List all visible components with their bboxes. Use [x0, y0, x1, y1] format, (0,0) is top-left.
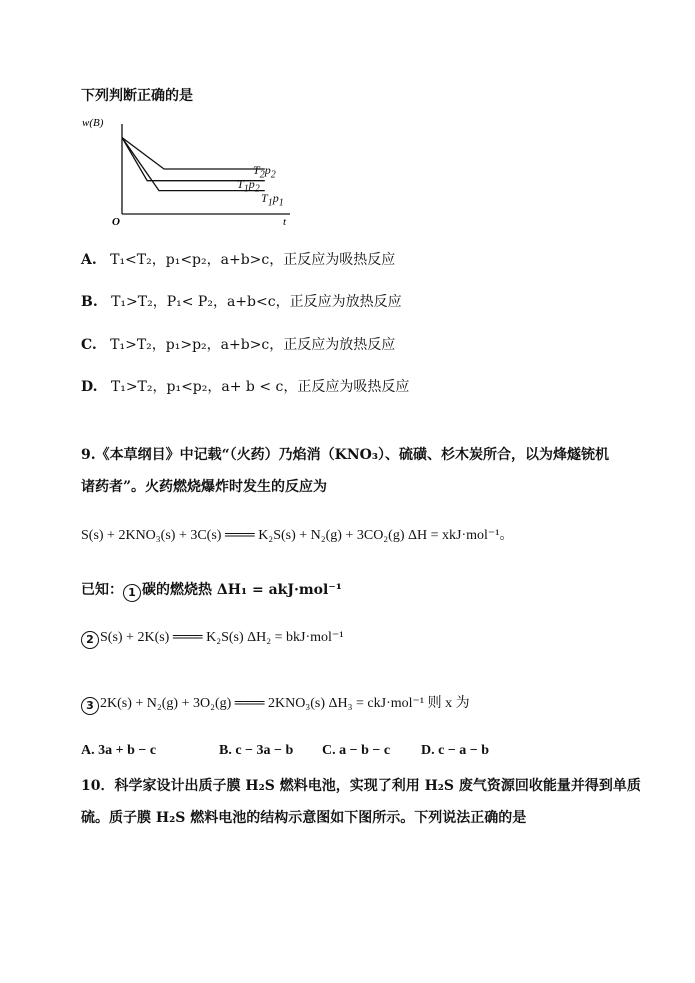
circled-number-icon: 3: [81, 697, 99, 715]
q9-known3: 3 2K(s) + N₂(g) + 3O₂(g) ═══ 2KNO₃(s) ΔH₃ = ckJ·mol⁻¹ 则 x 为: [81, 692, 470, 715]
circled-number-icon: 1: [123, 584, 141, 602]
q9-main-equation: S(s) + 2KNO₃(s) + 3C(s) ═══ K₂S(s) + N₂(g) + 3CO₂(g) ΔH = xkJ·mol⁻¹。: [81, 528, 514, 543]
intro-text: 下列判断正确的是: [81, 88, 193, 104]
q9-line1: 9.《本草纲目》中记载“（火药）乃焰消（KNO₃）、硫磺、杉木炭所合，以为烽燧铳机: [81, 447, 609, 463]
option-c: C. T₁>T₂，p₁>p₂，a+b>c，正反应为放热反应: [81, 337, 396, 353]
q9-known1: 已知： 1 碳的燃烧热 ΔH₁ = akJ·mol⁻¹: [81, 579, 342, 602]
q9-known2: 2 S(s) + 2K(s) ═══ K₂S(s) ΔH₂ = bkJ·mol⁻¹: [81, 629, 344, 649]
q9-choice-c: C. a − b − c: [322, 743, 391, 758]
q9-choice-d: D. c − a − b: [421, 743, 490, 758]
option-a: A. T₁<T₂，p₁<p₂，a+b>c，正反应为吸热反应: [81, 252, 396, 268]
q9-choice-a: A. 3a + b − c: [81, 743, 157, 758]
circled-number-icon: 2: [81, 631, 99, 649]
q10-line2: 硫。质子膜 H₂S 燃料电池的结构示意图如下图所示。下列说法正确的是: [81, 810, 527, 826]
q9-choice-b: B. c − 3a − b: [219, 743, 294, 758]
series-line-t1p2: [122, 138, 265, 181]
q10-line1: 10．科学家设计出质子膜 H₂S 燃料电池，实现了利用 H₂S 废气资源回收能量并得到单质: [81, 778, 641, 794]
series-label-t2p2: $T_2p_2$: [253, 163, 276, 181]
series-label-t1p2: $T_1p_2$: [237, 177, 260, 195]
option-d: D. T₁>T₂，p₁<p₂，a+ b < c，正反应为吸热反应: [81, 379, 410, 395]
x-axis-label: t: [283, 216, 287, 228]
option-b: B. T₁>T₂，P₁< P₂，a+b<c，正反应为放热反应: [81, 294, 402, 310]
series-line-t2p2: [122, 138, 265, 170]
series-label-t1p1: $T_1p_1$: [261, 191, 284, 209]
q9-line2: 诸药者”。火药燃烧爆炸时发生的反应为: [81, 479, 328, 495]
origin-label: O: [112, 216, 120, 228]
y-axis-label: w(B): [82, 117, 104, 129]
